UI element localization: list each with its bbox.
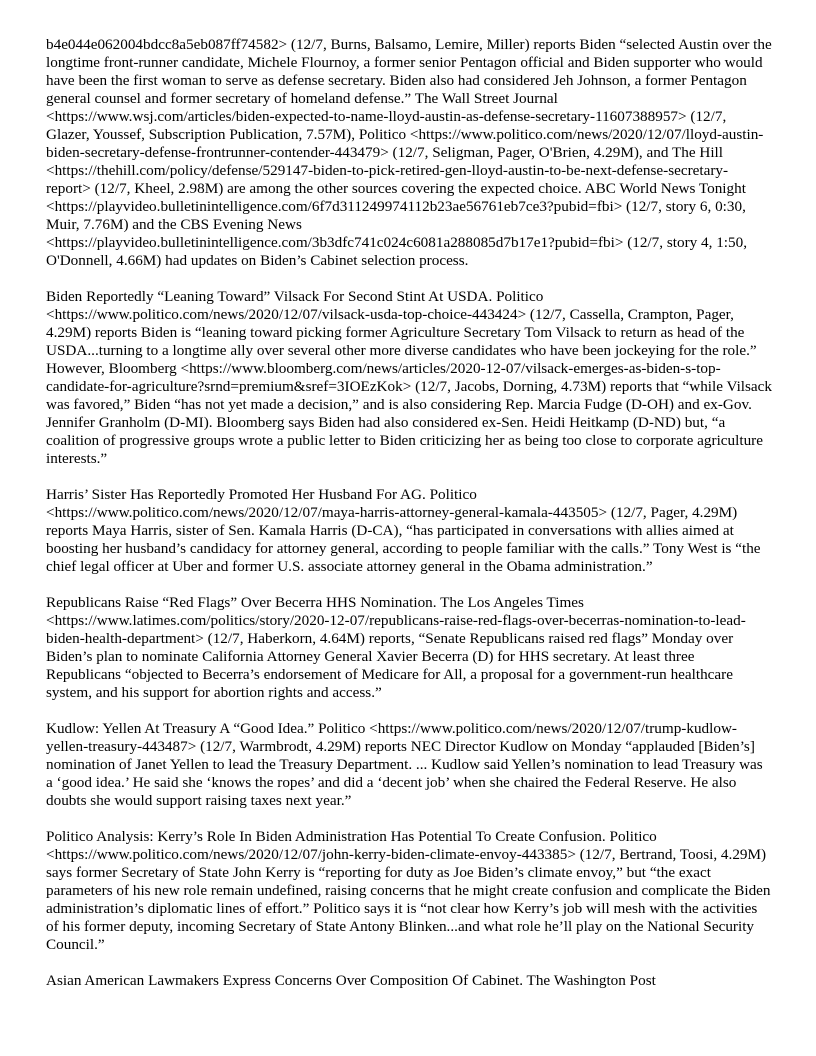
paragraph-asian-american-lawmakers: Asian American Lawmakers Express Concerns Over Composition Of Cabinet. The Washington Post bbox=[46, 972, 656, 989]
paragraph-harris-sister-ag: Harris’ Sister Has Reportedly Promoted Her Husband For AG. Politico <https://www.politico.com/news/2020/12/07/maya-harris-attorney-general-kamala-443505> (12/7, Pager, 4.29M) reports Maya Harris, sister of Sen. Kamala Harris (D-CA), “has participated in conversations with allies aimed at boosting her husband’s candidacy for attorney general, according to people familiar with the calls.” Tony West is “the chief legal officer at Uber and former U.S. associate attorney general in the Obama administration.” bbox=[46, 486, 761, 575]
paragraph-kerry-role: Politico Analysis: Kerry’s Role In Biden Administration Has Potential To Create Confusion. Politico <https://www.politico.com/news/2020/12/07/john-kerry-biden-climate-envoy-443385> (12/7, Bertrand, Toosi, 4.29M) says former Secretary of State John Kerry is “reporting for duty as Joe Biden’s climate envoy,” but “the exact parameters of his new role remain undefined, raising concerns that he might create confusion and complicate the Biden administration’s diplomatic lines of effort.” Politico says it is “not clear how Kerry’s job will mesh with the activities of his former deputy, incoming Secretary of State Antony Blinken...and what role he’ll play on the National Security Council.” bbox=[46, 828, 771, 953]
paragraph-vilsack-usda: Biden Reportedly “Leaning Toward” Vilsack For Second Stint At USDA. Politico <https://www.politico.com/news/2020/12/07/vilsack-usda-top-choice-443424> (12/7, Cassella, Crampton, Pager, 4.29M) reports Biden is “leaning toward picking former Agriculture Secretary Tom Vilsack to return as head of the USDA...turning to a longtime ally over several other more diverse candidates who have been jockeying for the role.” However, Bloomberg <https://www.bloomberg.com/news/articles/2020-12-07/vilsack-emerges-as-biden-s-top-candidate-for-agriculture?srnd=premium&sref=3IOEzKok> (12/7, Jacobs, Dorning, 4.73M) reports that “while Vilsack was favored,” Biden “has not yet made a decision,” and is also considering Rep. Marcia Fudge (D-OH) and ex-Gov. Jennifer Granholm (D-MI). Bloomberg says Biden had also considered ex-Sen. Heidi Heitkamp (D-ND) but, “a coalition of progressive groups wrote a public letter to Biden criticizing her as being too close to corporate agriculture interests.” bbox=[46, 288, 772, 467]
paragraph-austin-defense: b4e044e062004bdcc8a5eb087ff74582> (12/7, Burns, Balsamo, Lemire, Miller) reports Biden “selected Austin over the longtime front-runner candidate, Michele Flournoy, a former senior Pentagon official and Biden supporter who would have been the first woman to serve as defense secretary. Biden also had considered Jeh Johnson, a former Pentagon general counsel and former secretary of homeland defense.” The Wall Street Journal <https://www.wsj.com/articles/biden-expected-to-name-lloyd-austin-as-defense-secretary-11607388957> (12/7, Glazer, Youssef, Subscription Publication, 7.57M), Politico <https://www.politico.com/news/2020/12/07/lloyd-austin-biden-secretary-defense-frontrunner-contender-443479> (12/7, Seligman, Pager, O'Brien, 4.29M), and The Hill <https://thehill.com/policy/defense/529147-biden-to-pick-retired-gen-lloyd-austin-to-be-next-defense-secretary-report> (12/7, Kheel, 2.98M) are among the other sources covering the expected choice. ABC World News Tonight <https://playvideo.bulletinintelligence.com/6f7d311249974112b23ae56761eb7ce3?pubid=fbi> (12/7, story 6, 0:30, Muir, 7.76M) and the CBS Evening News <https://playvideo.bulletinintelligence.com/3b3dfc741c024c6081a288085d7b17e1?pubid=fbi> (12/7, story 4, 1:50, O'Donnell, 4.66M) had updates on Biden’s Cabinet selection process. bbox=[46, 36, 772, 269]
document-page bbox=[46, 36, 772, 1008]
paragraph-kudlow-yellen: Kudlow: Yellen At Treasury A “Good Idea.” Politico <https://www.politico.com/news/2020/12/07/trump-kudlow-yellen-treasury-443487> (12/7, Warmbrodt, 4.29M) reports NEC Director Kudlow on Monday “applauded [Biden’s] nomination of Janet Yellen to lead the Treasury Department. ... Kudlow said Yellen’s nomination to lead Treasury was a ‘good idea.’ He said she ‘knows the ropes’ and did a ‘decent job’ when she chaired the Federal Reserve. He also doubts she would support raising taxes next year.” bbox=[46, 720, 763, 809]
paragraph-becerra-hhs: Republicans Raise “Red Flags” Over Becerra HHS Nomination. The Los Angeles Times <https://www.latimes.com/politics/story/2020-12-07/republicans-raise-red-flags-over-becerras-nomination-to-lead-biden-health-department> (12/7, Haberkorn, 4.64M) reports, “Senate Republicans raised red flags” Monday over Biden’s plan to nominate California Attorney General Xavier Becerra (D) for HHS secretary. At least three Republicans “objected to Becerra’s endorsement of Medicare for All, a proposal for a government-run healthcare system, and his support for abortion rights and access.” bbox=[46, 594, 746, 701]
